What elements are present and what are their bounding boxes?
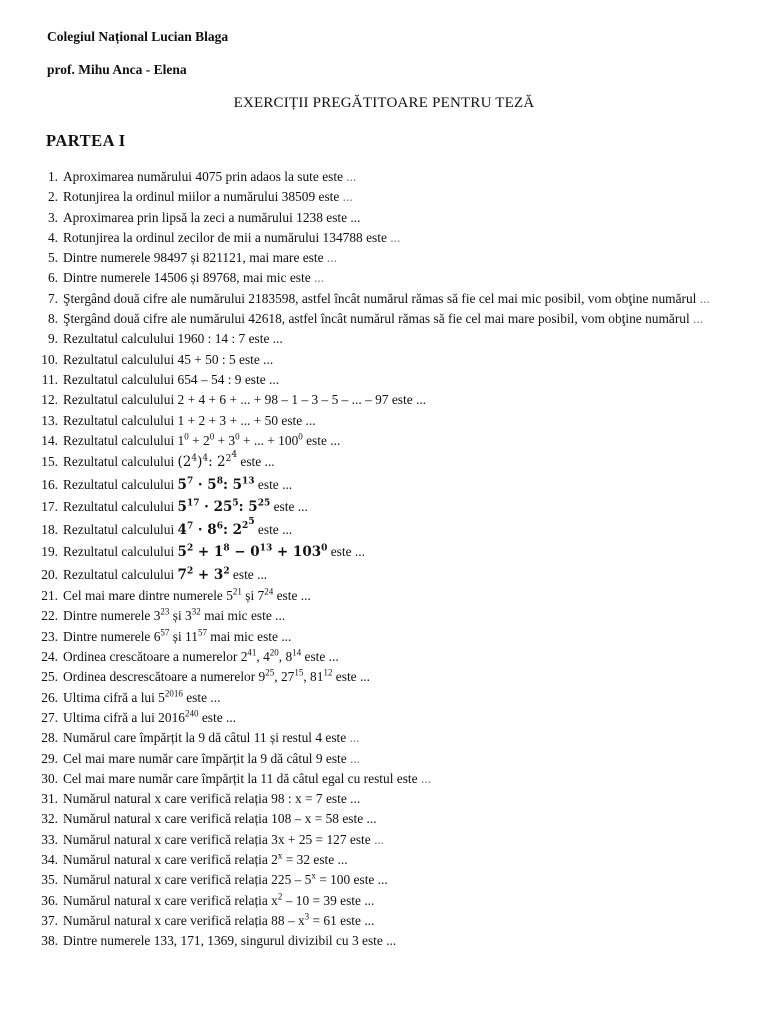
exercise-number: 32. <box>41 811 58 827</box>
exercise-item <box>0 187 768 207</box>
exercise-text: Numărul natural x care verifică relația $x^2 - 10 = 39$ este ... <box>63 891 375 908</box>
exercise-number: 9. <box>47 331 58 347</box>
exercise-text: Rezultatul calculului $5^{17} \cdot 25^5$: $5^{25}$ este ... <box>63 498 308 516</box>
exercise-number: 5. <box>47 250 58 266</box>
exercise-item <box>0 329 768 349</box>
exercise-text: Dintre numerele 98497 și 821121, mai mare este ... <box>63 250 337 266</box>
exercise-list <box>0 167 768 952</box>
exercise-item <box>0 586 768 606</box>
exercise-text: Dintre numerele $3^{23}$ și $3^{32}$ mai mic este ... <box>63 606 286 624</box>
exercise-text: Ştergând două cifre ale numărului 42618, astfel încât numărul rămas să fie cel mai mare posibil, vom obţine numărul ... <box>63 311 704 327</box>
exercise-number: 33. <box>41 831 58 847</box>
exercise-text: Dintre numerele 133, 171, 1369, singurul divizibil cu 3 este ... <box>63 933 397 949</box>
exercise-text: Numărul natural x care verifică relația 98 : x = 7 este ... <box>63 791 361 807</box>
exercise-item <box>0 647 768 667</box>
exercise-number: 26. <box>41 689 58 705</box>
exercise-number: 14. <box>41 432 58 448</box>
exercise-number: 8. <box>47 311 58 327</box>
exercise-text: Numărul natural x care verifică relația $225 - 5^x = 100$ este ... <box>63 870 388 888</box>
exercise-text: Ordinea descrescătoare a numerelor $9^{25}$, $27^{15}$, $81^{12}$ este ... <box>63 667 370 685</box>
exercise-item <box>0 769 768 789</box>
exercise-number: 10. <box>41 351 58 367</box>
exercise-item <box>0 891 768 911</box>
exercise-text: Aproximarea prin lipsă la zeci a numărului 1238 este ... <box>63 209 361 225</box>
exercise-item <box>0 309 768 329</box>
school-name: Colegiul Național Lucian Blaga <box>47 29 229 44</box>
exercise-number: 15. <box>41 454 58 470</box>
exercise-text: Numărul natural x care verifică relația 3x + 25 = 127 este ... <box>63 831 385 847</box>
exercise-text: Rezultatul calculului $5^2 + 1^8 - 0^{13} + 103^0$ este ... <box>63 543 365 561</box>
exercise-number: 4. <box>47 229 58 245</box>
exercise-item <box>0 688 768 708</box>
exercise-number: 18. <box>41 521 58 537</box>
exercise-item <box>0 606 768 626</box>
exercise-number: 29. <box>41 750 58 766</box>
exercise-number: 1. <box>47 169 58 184</box>
exercise-item <box>0 789 768 809</box>
exercise-text: Rezultatul calculului 654 – 54 : 9 este ... <box>63 371 280 387</box>
exercise-text: Numărul care împărțit la 9 dă câtul 11 și restul 4 este ... <box>63 730 360 746</box>
exercise-item <box>0 431 768 451</box>
exercise-item <box>0 248 768 268</box>
exercise-item <box>0 830 768 850</box>
exercise-number: 30. <box>41 770 58 786</box>
exercise-number: 6. <box>47 270 58 286</box>
exercise-item <box>0 411 768 431</box>
exercise-item <box>0 208 768 228</box>
exercise-item <box>0 390 768 410</box>
exercise-number: 38. <box>41 933 58 949</box>
exercise-item <box>0 564 768 587</box>
exercise-number: 31. <box>41 791 58 807</box>
exercise-number: 35. <box>41 872 58 888</box>
exercise-text: Rotunjirea la ordinul miilor a numărului 38509 este ... <box>63 189 353 205</box>
exercise-item <box>0 268 768 288</box>
exercise-item <box>0 228 768 248</box>
exercise-text: Cel mai mare număr care împărțit la 11 dă câtul egal cu restul este ... <box>63 770 431 786</box>
exercise-text: Numărul natural x care verifică relația $2^x = 32$ este ... <box>63 850 348 868</box>
exercise-number: 12. <box>41 392 58 408</box>
exercise-item <box>0 541 768 564</box>
exercise-text: Ultima cifră a lui 2016$^{240}$ este ... <box>63 708 237 725</box>
exercise-text: Rezultatul calculului 2 + 4 + 6 + ... + 98 – 1 – 3 – 5 – ... – 97 este ... <box>63 392 427 408</box>
exercise-text: Ordinea crescătoare a numerelor $2^{41}$, $4^{20}$, $8^{14}$ este ... <box>63 647 339 665</box>
exercise-text: Rezultatul calculului $7^2 + 3^2$ este ... <box>63 566 268 583</box>
exercise-number: 22. <box>41 608 58 624</box>
exercise-item <box>0 451 768 474</box>
exercise-number: 23. <box>41 628 58 644</box>
exercise-item <box>0 667 768 687</box>
exercise-text: Rezultatul calculului $5^7 \cdot 5^8$: $5^{13}$ este ... <box>63 476 293 493</box>
exercise-item <box>0 870 768 890</box>
exercise-text: Ultima cifră a lui $5^{2016}$ este ... <box>63 688 221 705</box>
exercise-text: Dintre numerele $6^{57}$ și $11^{57}$ mai mic este ... <box>63 627 292 644</box>
exercise-item <box>0 809 768 829</box>
exercise-number: 37. <box>41 912 58 928</box>
exercise-item <box>0 708 768 728</box>
exercise-item <box>0 167 768 187</box>
exercise-number: 16. <box>41 476 58 492</box>
exercise-text: Rezultatul calculului 45 + 50 : 5 este ... <box>63 351 274 367</box>
exercise-number: 13. <box>41 412 58 428</box>
exercise-number: 17. <box>41 499 58 515</box>
exercise-item <box>0 474 768 497</box>
exercise-text: Rotunjirea la ordinul zecilor de mii a numărului 134788 este ... <box>63 229 401 245</box>
exercise-number: 7. <box>47 290 58 306</box>
exercise-text: Dintre numerele 14506 și 89768, mai mic este ... <box>63 270 325 286</box>
exercise-item <box>0 627 768 647</box>
exercise-text: Ştergând două cifre ale numărului 2183598, astfel încât numărul rămas să fie cel mai mic posibil, vom obţine numărul ... <box>63 290 710 306</box>
exercise-number: 20. <box>41 566 58 582</box>
exercise-text: Rezultatul calculului $1^0 + 2^0 + 3^0$ + ... + $100^0$ este ... <box>63 431 341 448</box>
part-heading: PARTEA I <box>46 131 126 150</box>
exercise-number: 19. <box>41 544 58 560</box>
exercise-item <box>0 931 768 951</box>
exercise-text: Cel mai mare dintre numerele $5^{21}$ și $7^{24}$ este ... <box>63 586 311 604</box>
exercise-item <box>0 289 768 309</box>
exercise-item <box>0 728 768 748</box>
exercise-item <box>0 850 768 870</box>
teacher-name: prof. Mihu Anca - Elena <box>47 62 187 77</box>
exercise-text: Rezultatul calculului $(2^4)^4$: $2^{2^4}$ este ... <box>63 449 275 471</box>
exercise-number: 34. <box>41 852 58 868</box>
exercise-number: 27. <box>41 709 58 725</box>
exercise-text: Numărul natural x care verifică relația $88 - x^3 = 61$ este ... <box>63 911 375 928</box>
exercise-number: 24. <box>41 649 58 665</box>
exercise-item <box>0 911 768 931</box>
exercise-text: Rezultatul calculului 1 + 2 + 3 + ... + 50 este ... <box>63 412 316 428</box>
document-title: EXERCIȚII PREGĂTITOARE PENTRU TEZĂ <box>233 95 535 111</box>
exercise-text: Rezultatul calculului 1960 : 14 : 7 este ... <box>63 331 283 347</box>
exercise-item <box>0 350 768 370</box>
exercise-text: Aproximarea numărului 4075 prin adaos la sute este ... <box>63 169 357 184</box>
exercise-text: Numărul natural x care verifică relația 108 – x = 58 este ... <box>63 811 377 827</box>
exercise-text: Cel mai mare număr care împărțit la 9 dă câtul 9 este ... <box>63 750 361 766</box>
exercise-number: 36. <box>41 892 58 908</box>
exercise-item <box>0 519 768 542</box>
exercise-number: 2. <box>47 189 58 205</box>
exercise-item <box>0 749 768 769</box>
exercise-item <box>0 496 768 519</box>
exercise-item <box>0 370 768 390</box>
exercise-text: Rezultatul calculului $4^7 \cdot 8^6$: $2^{2^5}$ este ... <box>63 517 293 538</box>
exercise-number: 28. <box>41 730 58 746</box>
exercise-number: 25. <box>41 669 58 685</box>
exercise-number: 3. <box>47 209 58 225</box>
exercise-number: 21. <box>41 588 58 604</box>
exercise-number: 11. <box>41 371 58 387</box>
